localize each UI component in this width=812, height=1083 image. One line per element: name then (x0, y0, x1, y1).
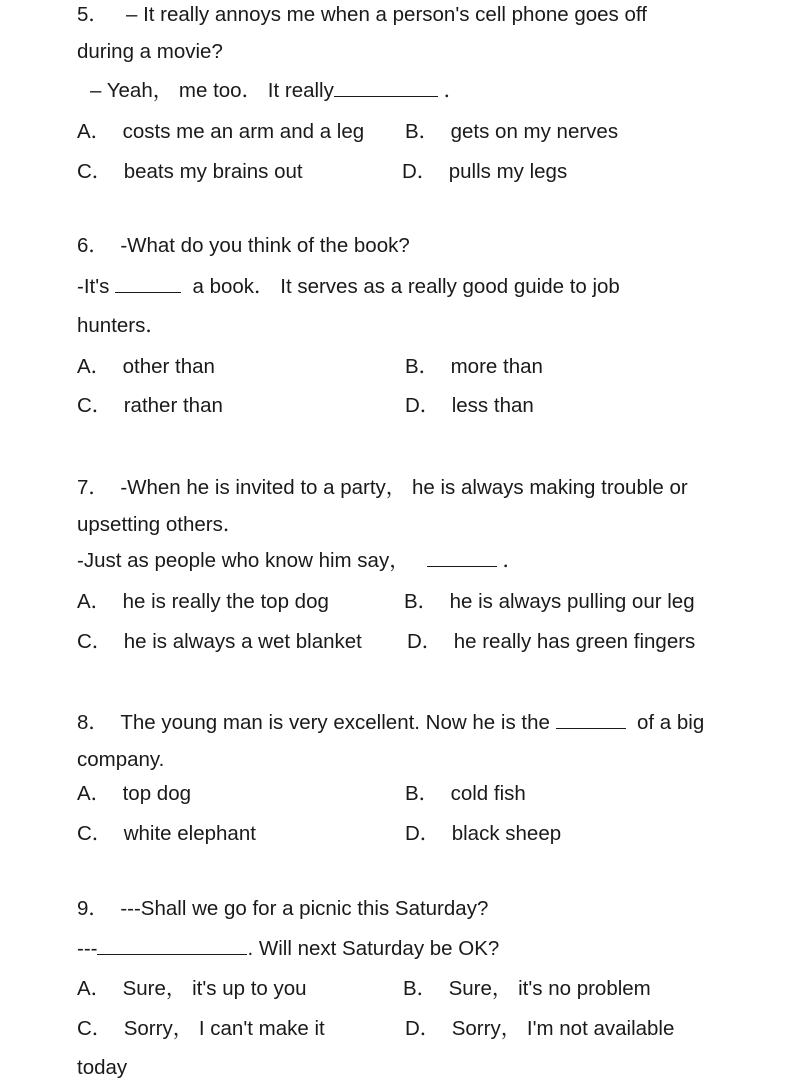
q9-stem-text: ---Shall we go for a picnic this Saturday? (120, 897, 489, 920)
q7-option-d-text: he really has green fingers (453, 630, 696, 653)
q5-option-c[interactable] (77, 162, 303, 183)
q6-option-c-letter: C． (77, 394, 113, 417)
q7-option-d[interactable] (407, 632, 695, 653)
q5-number: 5． (77, 3, 109, 26)
q6-reply-line2: hunters． (77, 314, 166, 337)
q9-option-d-letter: D． (405, 1017, 441, 1040)
q8-option-b[interactable] (405, 784, 526, 805)
q5-answer-blank[interactable] (334, 95, 438, 97)
q7-stem-line1 (77, 478, 688, 499)
q8-option-d-letter: D． (405, 822, 441, 845)
q5-option-a-text: costs me an arm and a leg (122, 120, 365, 143)
q8-option-a[interactable] (77, 784, 191, 805)
q6-reply (77, 277, 620, 298)
q9-answer-blank[interactable] (97, 953, 247, 955)
q6-number: 6． (77, 234, 109, 257)
q6-option-c[interactable] (77, 396, 223, 417)
q7-option-b-letter: B． (404, 590, 439, 613)
q6-option-b[interactable] (405, 357, 543, 378)
q5-stem-line1 (77, 5, 647, 26)
q8-stem-start: The young man is very excellent. Now he is the (120, 711, 550, 734)
q8-stem-line2: company. (77, 748, 165, 771)
q5-stem-text: – It really annoys me when a person's cell phone goes off (126, 3, 647, 26)
q6-option-a-text: other than (122, 355, 215, 378)
q6-reply-start: -It's (77, 275, 110, 298)
q7-stem-text: -When he is invited to a party， he is always making trouble or (120, 476, 688, 499)
q9-reply-start: --- (77, 937, 98, 960)
q6-option-a-letter: A． (77, 355, 112, 378)
q7-option-d-letter: D． (407, 630, 443, 653)
q8-option-d-text: black sheep (451, 822, 562, 845)
q6-reply-end: a book． It serves as a really good guide to job (192, 275, 620, 298)
q5-option-d-text: pulls my legs (448, 160, 568, 183)
q7-option-b[interactable] (404, 592, 695, 613)
q9-option-a[interactable] (77, 979, 307, 1000)
q5-option-b-letter: B． (405, 120, 440, 143)
q9-option-c-letter: C． (77, 1017, 113, 1040)
q7-number: 7． (77, 476, 109, 499)
q7-option-b-text: he is always pulling our leg (449, 590, 695, 613)
q7-option-a[interactable] (77, 592, 329, 613)
q7-option-c-letter: C． (77, 630, 113, 653)
q9-option-d-text: Sorry， I'm not available (451, 1017, 675, 1040)
q8-option-a-letter: A． (77, 782, 112, 805)
q6-option-d-text: less than (451, 394, 534, 417)
q8-number: 8． (77, 711, 109, 734)
q5-option-b[interactable] (405, 122, 618, 143)
q8-stem-line1 (77, 713, 704, 734)
q8-option-c[interactable] (77, 824, 256, 845)
q9-option-a-letter: A． (77, 977, 112, 1000)
q7-option-a-text: he is really the top dog (122, 590, 329, 613)
q6-option-d-letter: D． (405, 394, 441, 417)
q7-reply-text: -Just as people who know him say， (77, 549, 410, 572)
q5-option-d[interactable] (402, 162, 567, 183)
q6-stem-line1 (77, 236, 410, 257)
q5-option-a-letter: A． (77, 120, 112, 143)
q5-option-c-text: beats my brains out (123, 160, 303, 183)
q9-option-b-text: Sure， it's no problem (448, 977, 651, 1000)
q5-option-c-letter: C． (77, 160, 113, 183)
q9-option-d-cont: today (77, 1056, 128, 1079)
q9-reply (77, 939, 499, 960)
q7-option-c-text: he is always a wet blanket (123, 630, 362, 653)
q8-option-d[interactable] (405, 824, 561, 845)
q8-option-b-letter: B． (405, 782, 440, 805)
q8-option-c-text: white elephant (123, 822, 256, 845)
q8-option-b-text: cold fish (450, 782, 526, 805)
q9-number: 9． (77, 897, 109, 920)
q9-reply-end: . Will next Saturday be OK? (247, 937, 500, 960)
q6-option-b-text: more than (450, 355, 543, 378)
q9-stem-line1 (77, 899, 488, 920)
q6-answer-blank[interactable] (115, 291, 181, 293)
q6-option-b-letter: B． (405, 355, 440, 378)
q9-option-d[interactable] (405, 1019, 674, 1040)
q8-answer-blank[interactable] (556, 727, 626, 729)
q6-stem-text: -What do you think of the book? (120, 234, 410, 257)
q5-reply-text: – Yeah， me too． It really (90, 79, 334, 102)
q7-option-c[interactable] (77, 632, 362, 653)
q6-option-d[interactable] (405, 396, 534, 417)
q9-option-b-letter: B． (403, 977, 438, 1000)
q7-stem-line2: upsetting others． (77, 513, 244, 536)
q9-option-c-text: Sorry， I can't make it (123, 1017, 325, 1040)
q7-option-a-letter: A． (77, 590, 112, 613)
q5-stem-line2: during a movie? (77, 40, 223, 63)
q7-reply-end: ． (502, 549, 524, 572)
q8-stem-end: of a big (637, 711, 705, 734)
q7-answer-blank[interactable] (427, 565, 497, 567)
q5-option-a[interactable] (77, 122, 364, 143)
q5-reply-end: ． (443, 79, 465, 102)
q6-option-a[interactable] (77, 357, 215, 378)
q5-reply (90, 81, 464, 102)
q9-option-a-text: Sure， it's up to you (122, 977, 307, 1000)
q9-option-c[interactable] (77, 1019, 325, 1040)
q7-reply (77, 551, 523, 572)
q5-option-d-letter: D． (402, 160, 438, 183)
q5-option-b-text: gets on my nerves (450, 120, 619, 143)
q6-option-c-text: rather than (123, 394, 223, 417)
q8-option-a-text: top dog (122, 782, 191, 805)
q8-option-c-letter: C． (77, 822, 113, 845)
q9-option-b[interactable] (403, 979, 651, 1000)
